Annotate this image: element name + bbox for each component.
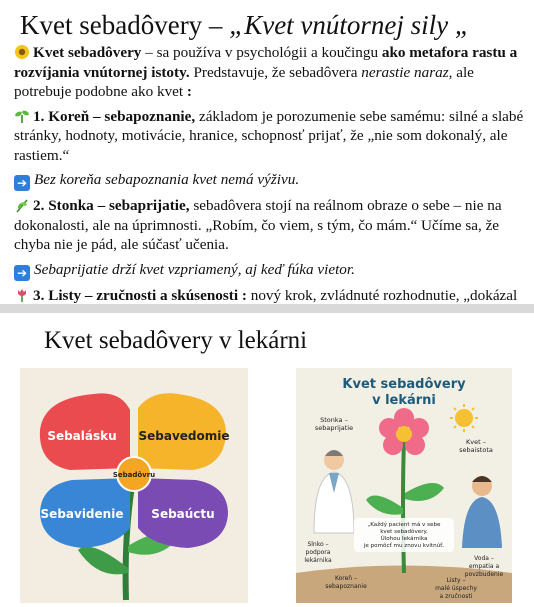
slide-title: Kvet sebadôvery – „Kvet vnútornej sily „: [20, 10, 470, 40]
item-leaves: 3. Listy – zručnosti a skúsenosti : nový krok, zvládnuté rozhodnutie, „dokázal: [14, 286, 524, 305]
intro-paragraph: Kvet sebadôvery – sa používa v psychológii a koučingu ako metafora rastu a rozvíjania vnútornej istoty. Predstavuje, že sebadôvera nerastie naraz, ale potrebuje podobne ako kvet :: [14, 44, 518, 100]
svg-text:Listy –: Listy –: [446, 577, 466, 584]
svg-text:povzbudenie: povzbudenie: [464, 571, 504, 578]
slide-bottom: [0, 313, 534, 607]
item-stem: 2. Stonka – sebaprijatie, sebadôvera stojí na reálnom obraze o sebe – nie na dokonalosti, ale na úprimnosti. „Robím, čo viem, s tým, čo mám.“ Učíme sa, že chyba nie je pád, ale súčasť učenia.: [14, 197, 502, 253]
svg-text:je pomôcť mu znovu kvitnúť.: je pomôcť mu znovu kvitnúť.: [363, 543, 445, 549]
herb-icon: [14, 197, 30, 213]
slide-body: [14, 43, 524, 304]
note-stem: ➔ Sebaprijatie drží kvet vzpriamený, aj keď fúka vietor.: [14, 260, 524, 281]
svg-text:Úlohou lekárnika: Úlohou lekárnika: [380, 536, 428, 542]
arrow-right-icon: ➔: [14, 175, 30, 191]
svg-text:podpora: podpora: [305, 549, 331, 556]
svg-text:sebapoznanie: sebapoznanie: [325, 583, 367, 590]
note-root: ➔ Bez koreňa sebapoznania kvet nemá výživu.: [14, 170, 524, 191]
tulip-icon: [14, 287, 30, 303]
svg-text:Stonka –: Stonka –: [320, 416, 348, 424]
petal-label: Sebalásku: [47, 429, 117, 443]
svg-text:kvet sebadôvery.: kvet sebadôvery.: [380, 529, 428, 535]
svg-text:Kvet –: Kvet –: [466, 438, 486, 446]
pharmacy-poster: [296, 368, 512, 603]
petal-label: Sebaúctu: [151, 507, 215, 521]
svg-text:sebaistota: sebaistota: [459, 446, 493, 454]
flower-illustration: [20, 368, 248, 603]
poster-quote: „Každý pacient má v sebe: [367, 522, 441, 528]
petal-label: Sebavidenie: [40, 507, 124, 521]
poster-title: v lekárni: [372, 393, 436, 408]
svg-text:lekárnika: lekárnika: [304, 557, 332, 564]
svg-text:malé úspechy: malé úspechy: [435, 585, 477, 592]
svg-text:sebaprijatie: sebaprijatie: [314, 424, 354, 432]
poster-title: Kvet sebadôvery: [342, 377, 466, 392]
arrow-right-icon: ➔: [14, 265, 30, 281]
petal-label: Sebavedomie: [138, 429, 230, 443]
item-root: 1. Koreň – sebapoznanie, základom je porozumenie sebe samému: silné a slabé stránky, hodnoty, motivácie, hranice, schopnosť prijať, že „nie som dokonalý, ale rastiem.“: [14, 107, 524, 164]
slide-title: Kvet sebadôvery v lekárni: [44, 327, 308, 354]
svg-text:a zručnosti: a zručnosti: [439, 593, 473, 600]
svg-text:empatia a: empatia a: [468, 563, 500, 570]
svg-text:Slnko –: Slnko –: [307, 541, 329, 548]
svg-text:Koreň –: Koreň –: [334, 575, 358, 582]
svg-text:Voda –: Voda –: [474, 555, 494, 562]
seedling-icon: [14, 108, 30, 124]
sunflower-icon: [14, 44, 30, 60]
center-label: Sebadôvru: [112, 471, 156, 479]
